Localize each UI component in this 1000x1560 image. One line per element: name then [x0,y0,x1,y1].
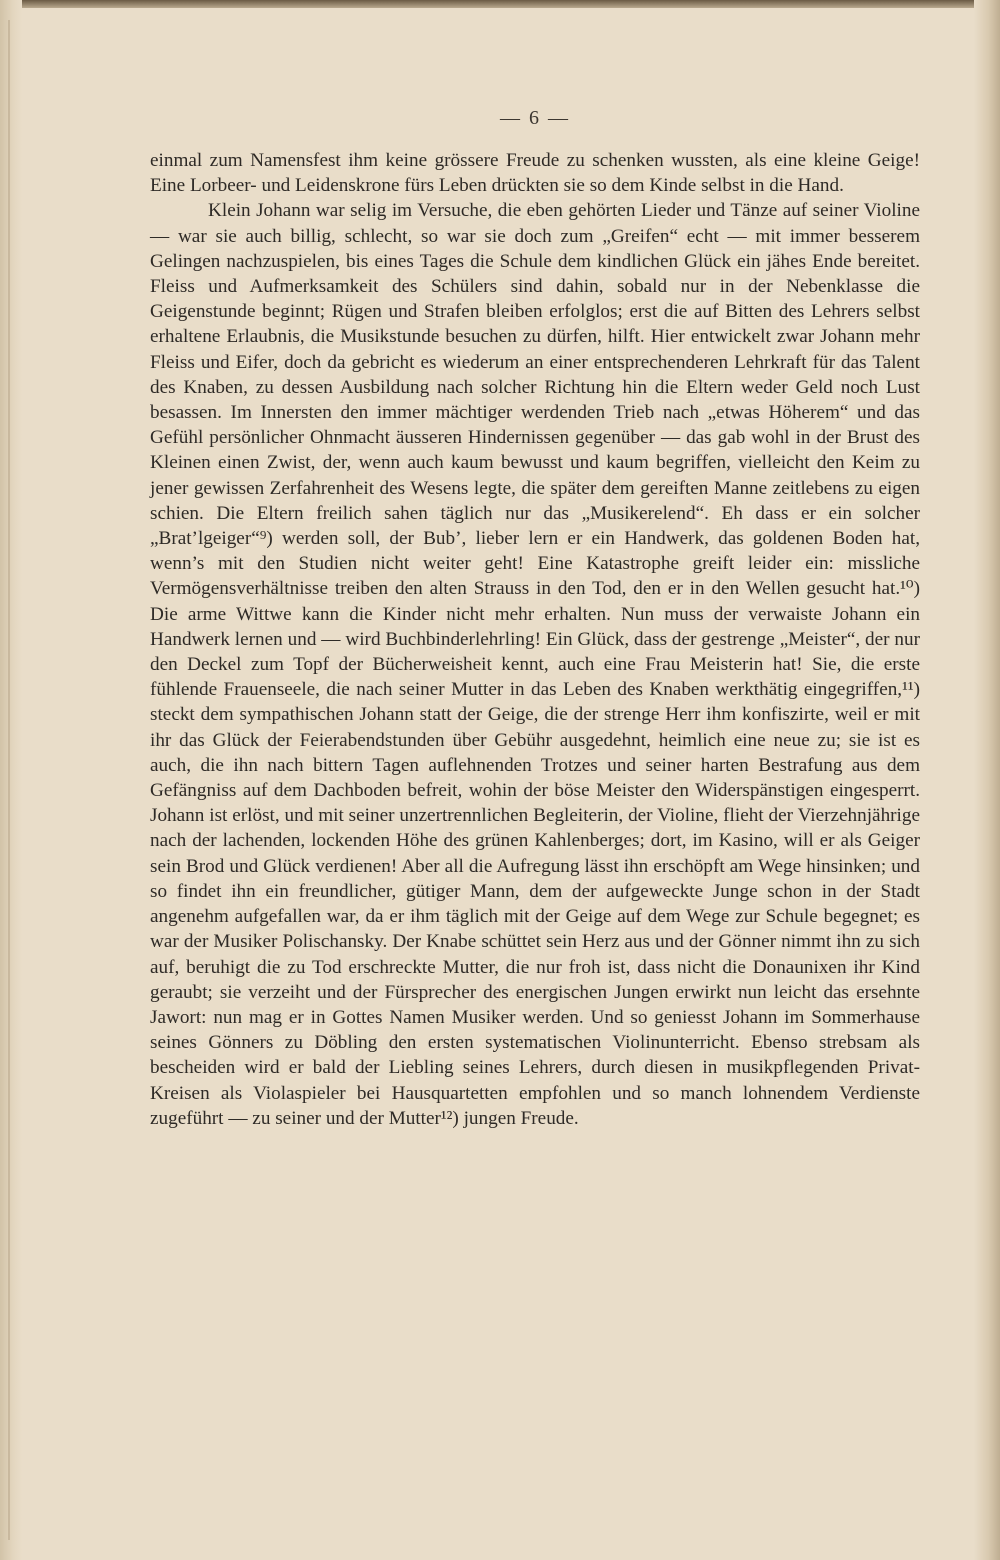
page-right-edge [974,0,1000,1560]
page-number: — 6 — [500,107,570,129]
book-spine-edge [0,0,22,1560]
book-top-edge [0,0,1000,8]
paragraph-1: einmal zum Namensfest ihm keine grössere Freude zu schenken wussten, als eine kleine Geige! Eine Lorbeer- und Leidenskrone fürs Leben drückten sie so dem Kinde selbst in die Hand. [150,150,920,197]
paragraph-2: Klein Johann war selig im Versuche, die eben gehörten Lieder und Tänze auf seiner Violine — war sie auch billig, schlecht, so war sie doch zum „Greifen“ echt — mit immer besserem Gelingen nachzuspielen, bis eines Tages die Schule dem kindlichen Glück ein jähes Ende bereitet. Fleiss und Aufmerksamkeit des Schülers sind dahin, sobald nur in der Nebenklasse die Geigenstunde beginnt; Rügen und Strafen bleiben erfolglos; erst die auf Bitten des Lehrers selbst erhaltene Erlaubnis, die Musikstunde besuchen zu dürfen, hilft. Hier entwickelt zwar Johann mehr Fleiss und Eifer, doch da gebricht es wiederum an einer entsprechenderen Lehrkraft für das Talent des Knaben, zu dessen Ausbildung nach solcher Richtung hin die Eltern weder Geld noch Lust besassen. Im Innersten den immer mächtiger werdenden Trieb nach „etwas Höherem“ und das Gefühl persönlicher Ohnmacht äusseren Hindernissen gegenüber — das gab wohl in der Brust des Kleinen einen Zwist, der, wenn auch kaum bewusst und kaum begriffen, vielleicht den Keim zu jener gewissen Zerfahrenheit des Wesens legte, die später dem gereiften Manne zeitlebens zu eigen schien. Die Eltern freilich sahen täglich nur das „Musikerelend“. Eh dass er ein solcher „Brat’lgeiger“⁹) werden soll, der Bub’, lieber lern er ein Handwerk, das goldenen Boden hat, wenn’s mit den Studien nicht weiter geht! Eine Katastrophe greift leider ein: missliche Vermögensverhältnisse treiben den alten Strauss in den Tod, den er in den Wellen gesucht hat.¹⁰) Die arme Wittwe kann die Kinder nicht mehr erhalten. Nun muss der verwaiste Johann ein Handwerk lernen und — wird Buchbinderlehrling! Ein Glück, dass der gestrenge „Meister“, der nur den Deckel zum Topf der Bücherweisheit kennt, auch eine Frau Meisterin hat! Sie, die erste fühlende Frauenseele, die nach seiner Mutter in das Leben des Knaben werkthätig eingegriffen,¹¹) steckt dem sympathischen Johann statt der Geige, die der strenge Herr ihm konfiszirte, weil er mit ihr das Glück der Feierabendstunden über Gebühr ausgedehnt, heimlich eine neue zu; sie ist es auch, die ihn nach bittern Tagen auflehnenden Trotzes und seiner harten Bestrafung aus dem Gefängniss auf dem Dachboden befreit, wohin der böse Meister den Widerspänstigen eingesperrt. Johann ist erlöst, und mit seiner unzertrennlichen Begleiterin, der Violine, flieht der Vierzehnjährige nach der lachenden, lockenden Höhe des grünen Kahlenberges; dort, im Kasino, will er als Geiger sein Brod und Glück verdienen! Aber all die Aufregung lässt ihn erschöpft am Wege hinsinken; und so findet ihn ein freundlicher, gütiger Mann, dem der aufgeweckte Junge schon in der Stadt angenehm aufgefallen war, da er ihm täglich mit der Geige auf dem Wege zur Schule begegnet; es war der Musiker Polischansky. Der Knabe schüttet sein Herz aus und der Gönner nimmt ihn zu sich auf, beruhigt die zu Tod erschreckte Mutter, die nur froh ist, dass nicht die Donaunixen ihr Kind geraubt; sie verzeiht und der Fürsprecher des energischen Jungen erwirkt nun leicht das ersehnte Jawort: nun mag er in Gottes Namen Musiker werden. Und so geniesst Johann im Sommerhause seines Gönners zu Döbling den ersten systematischen Violinunterricht. Ebenso strebsam als bescheiden wird er bald der Liebling seines Lehrers, durch diesen in musikpflegenden Privat-Kreisen als Violaspieler bei Hausquartetten empfohlen und so manch lohnendem Verdienste zugeführt — zu seiner und der Mutter¹²) jungen Freude. [150,200,920,1129]
book-page [150,100,920,1131]
